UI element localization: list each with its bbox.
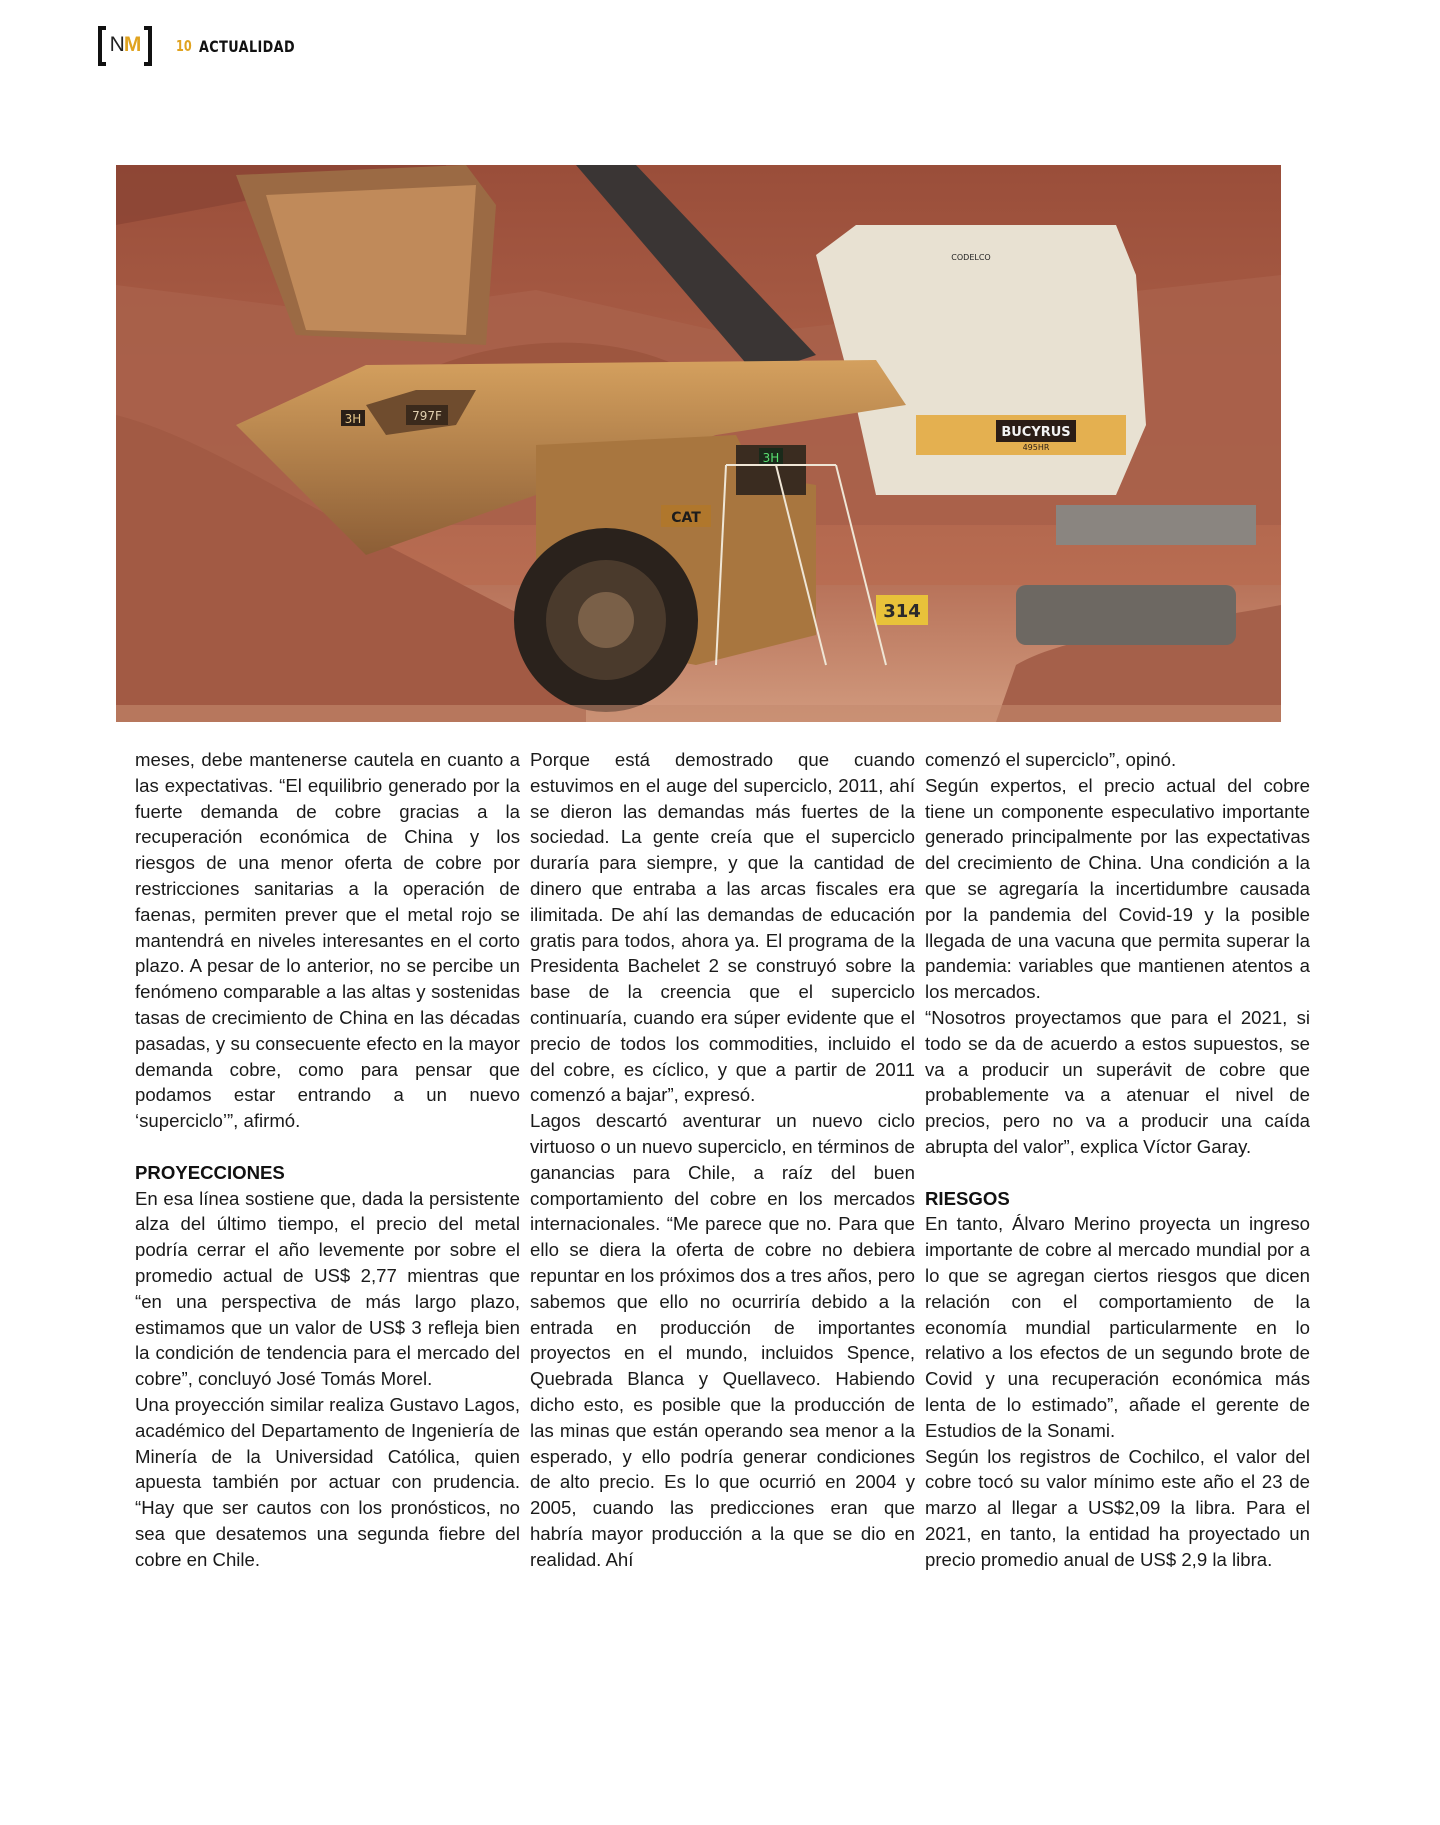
- article-paragraph: meses, debe mantenerse cautela en cuanto a las expectativas. “El equilibrio generado por la fuerte demanda de cobre gracias a la recuperación económica de China y los riesgos de una menor oferta de cobre por restricciones sanitarias a la operación de faenas, permiten prever que el metal rojo se mantendrá en niveles interesantes en el corto plazo. A pesar de lo anterior, no se percibe un fenómeno comparable a las altas y sostenidas tasas de crecimiento de China en las décadas pasadas, y su consecuente efecto en la mayor demanda cobre, como para pensar que podamos estar entrando a un nuevo ‘superciclo’”, afirmó.: [135, 749, 520, 1132]
- section-title: ACTUALIDAD: [198, 36, 295, 56]
- mining-truck-photo: [116, 165, 1281, 722]
- article-column-1: [135, 747, 520, 1573]
- article-paragraph: “Nosotros proyectamos que para el 2021, si todo se da de acuerdo a estos supuestos, se va a producir un superávit de cobre que probablemente va a atenuar el nivel de precios, pero no va a producir una caída abrupta del valor”, explica Víctor Garay.: [925, 1006, 1310, 1157]
- truck-number-label: 314: [883, 601, 921, 622]
- subheading-proyecciones: PROYECCIONES: [135, 1161, 285, 1183]
- article-paragraph: En tanto, Álvaro Merino proyecta un ingreso importante de cobre al mercado mundial por a lo que se agregan ciertos riesgos que dicen relación con el comportamiento de la economía mundial particularmente en lo relativo a los efectos de un segundo brote de Covid y una recuperación económica más lenta de lo estimado”, añade el gerente de Estudios de la Sonami.: [925, 1213, 1310, 1441]
- page-header: [98, 24, 319, 68]
- article-paragraph: Una proyección similar realiza Gustavo Lagos, académico del Departamento de Ingeniería de Minería de la Universidad Católica, quien apuesta también por actuar con prudencia. “Hay que ser cautos con los pronósticos, no sea que desatemos una segunda fiebre del cobre en Chile.: [135, 1393, 520, 1570]
- shovel-brand-label: BUCYRUS: [1001, 425, 1071, 440]
- article-paragraph: Según los registros de Cochilco, el valor del cobre tocó su valor mínimo este año el 23 de marzo al llegar a US$2,09 la libra. Para el 2021, en tanto, la entidad ha proyectado un precio promedio anual de US$ 2,9 la libra.: [925, 1445, 1310, 1570]
- article-paragraph: Porque está demostrado que cuando estuvimos en el auge del superciclo, 2011, ahí se dieron las demandas más fuertes de la sociedad. La gente creía que el superciclo duraría para siempre, y que la cantidad de dinero que entraba a las arcas fiscales era ilimitada. De ahí las demandas de educación gratis para todos, ahora ya. El programa de la Presidenta Bachelet 2 se construyó sobre la base de la creencia que el superciclo continuaría, cuando era súper evidente que el precio de todos los commodities, incluido el del cobre, es cíclico, y que a partir de 2011 comenzó a bajar”, expresó.: [530, 749, 915, 1106]
- shovel-model-label: 495HR: [1022, 443, 1050, 452]
- article-column-3: [925, 747, 1310, 1573]
- article-paragraph: Según expertos, el precio actual del cobre tiene un componente especulativo importante generado principalmente por las expectativas del crecimiento de China. Una condición a la que se agregaría la incertidumbre causada por la pandemia del Covid-19 y la posible llegada de una vacuna que permita superar la pandemia: variables que mantienen atentos a los mercados.: [925, 774, 1310, 1003]
- truck-badge-rear: 3H: [344, 412, 362, 426]
- page-number: 10: [176, 37, 192, 55]
- article-paragraph: Lagos descartó aventurar un nuevo ciclo virtuoso o un nuevo superciclo, en términos de ganancias para Chile, a raíz del buen comportamiento del cobre en los mercados internacionales. “Me parece que no. Para que ello se diera la oferta de cobre no debiera repuntar en los próximos dos a tres años, pero sabemos que ello no ocurriría debido a la entrada en producción de importantes proyectos en el mundo, incluidos Spence, Quebrada Blanca y Quellaveco. Habiendo dicho esto, es posible que la producción de las minas que están operando sea menor a la esperado, y ello podría generar condiciones de alto precio. Es lo que ocurrió en 2004 y 2005, cuando las predicciones eran que habría mayor producción a la que se dio en realidad. Ahí: [530, 1110, 915, 1570]
- operator-label: CODELCO: [951, 253, 991, 262]
- truck-brand-label: CAT: [671, 510, 701, 526]
- truck-model-label: 797F: [412, 409, 442, 423]
- magazine-logo: NM: [98, 26, 152, 66]
- subheading-riesgos: RIESGOS: [925, 1187, 1010, 1209]
- article-paragraph: En esa línea sostiene que, dada la persistente alza del último tiempo, el precio del metal podría cerrar el año levemente por sobre el promedio actual de US$ 2,77 mientras que “en una perspectiva de más largo plazo, estimamos que un valor de US$ 3 refleja bien la condición de tendencia para el mercado del cobre”, concluyó José Tomás Morel.: [135, 1187, 520, 1390]
- article-column-2: [530, 747, 915, 1573]
- truck-badge-cab: 3H: [762, 451, 780, 465]
- article-paragraph: comenzó el superciclo”, opinó.: [925, 749, 1177, 770]
